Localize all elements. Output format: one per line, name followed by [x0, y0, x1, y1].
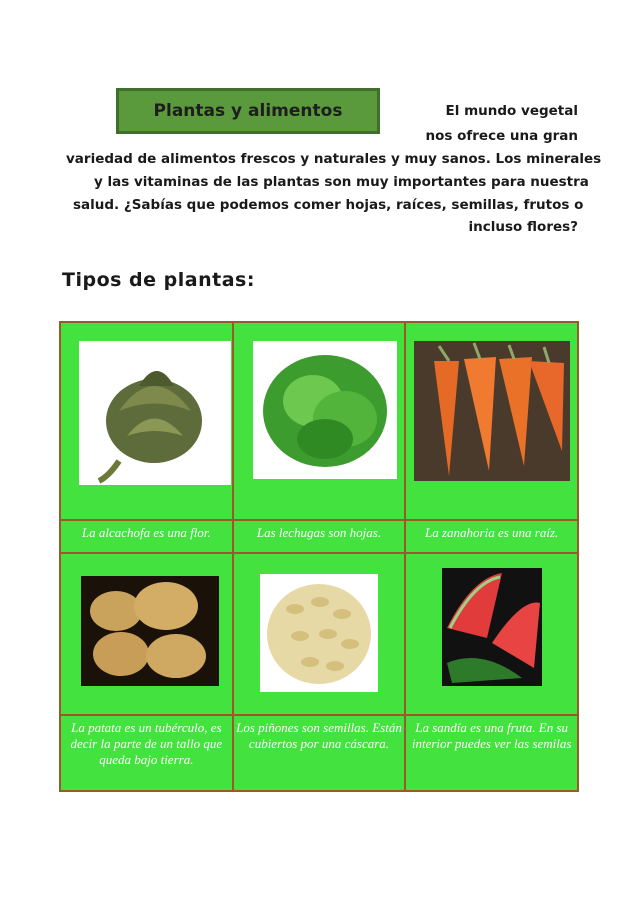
artichoke-cell	[60, 322, 233, 520]
intro-line-2: nos ofrece una gran	[425, 128, 578, 144]
pine-nuts-caption: Los piñones son semillas. Están cubiertos por una cáscara.	[233, 715, 406, 791]
carrots-image	[414, 341, 570, 481]
intro-line-5: salud. ¿Sabías que podemos comer hojas, raíces, semillas, frutos o	[73, 197, 584, 213]
watermelon-caption: La sandía es una fruta. En su interior puedes ver las semilas	[405, 715, 578, 791]
intro-line-6: incluso flores?	[468, 219, 578, 235]
plants-table	[59, 321, 579, 792]
carrots-caption: La zanahoria es una raíz.	[405, 520, 578, 553]
pine-nuts-cell	[233, 553, 406, 715]
potatoes-image	[81, 576, 219, 686]
intro-line-4: y las vitaminas de las plantas son muy importantes para nuestra	[94, 174, 589, 190]
artichoke-caption: La alcachofa es una flor.	[60, 520, 233, 553]
section-heading: Tipos de plantas:	[62, 269, 255, 291]
page-title: Plantas y alimentos	[116, 88, 380, 134]
pine-nuts-image	[260, 574, 378, 692]
intro-line-1: El mundo vegetal	[445, 103, 578, 119]
potatoes-caption: La patata es un tubérculo, es decir la parte de un tallo que queda bajo tierra.	[60, 715, 233, 791]
watermelon-cell	[405, 553, 578, 715]
watermelon-image	[442, 568, 542, 686]
lettuce-caption: Las lechugas son hojas.	[233, 520, 406, 553]
intro-line-3: variedad de alimentos frescos y naturales y muy sanos. Los minerales	[66, 151, 602, 167]
potatoes-cell	[60, 553, 233, 715]
lettuce-image	[253, 341, 397, 479]
lettuce-cell	[233, 322, 406, 520]
artichoke-image	[79, 341, 231, 485]
carrots-cell	[405, 322, 578, 520]
